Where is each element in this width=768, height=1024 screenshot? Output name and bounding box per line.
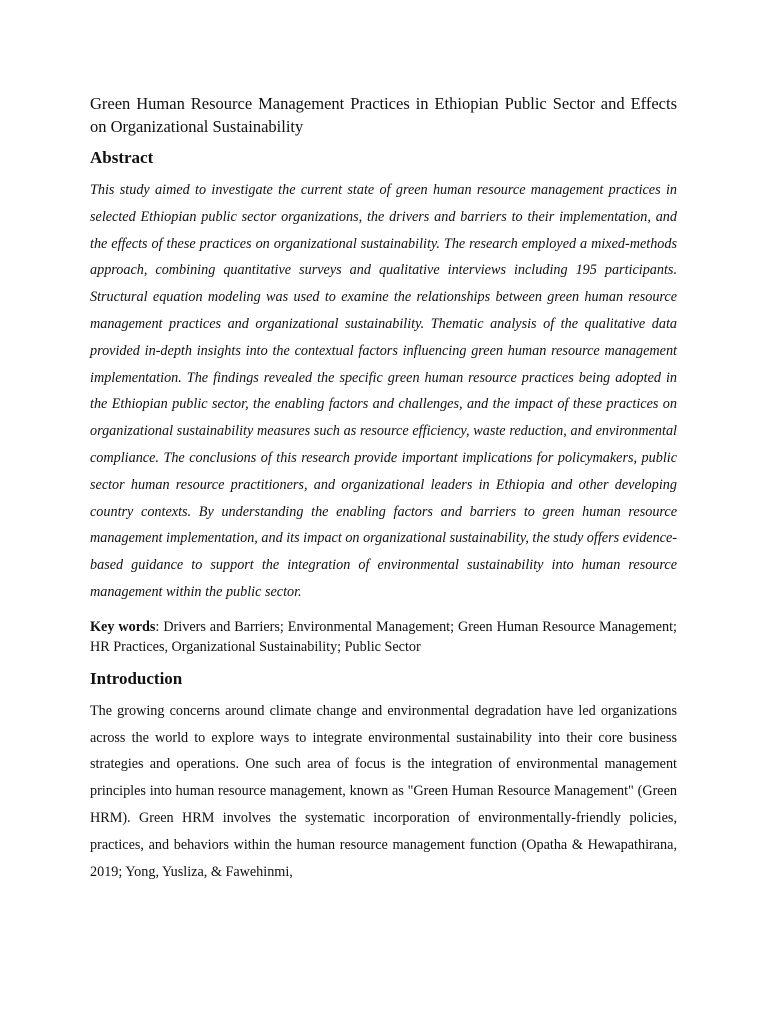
abstract-text: This study aimed to investigate the current state of green human resource management practices in selected Ethiopian public sector organizations, the drivers and barriers to their implementation, and the effects of these practices on organizational sustainability. The research employed a mixed-methods approach, combining quantitative surveys and qualitative interviews including 195 participants. Structural equation modeling was used to examine the relationships between green human resource management practices and organizational sustainability. Thematic analysis of the qualitative data provided in-depth insights into the contextual factors influencing green human resource management implementation. The findings revealed the specific green human resource practices being adopted in the Ethiopian public sector, the enabling factors and challenges, and the impact of these practices on organizational sustainability measures such as resource efficiency, waste reduction, and environmental compliance. The conclusions of this research provide important implications for policymakers, public sector human resource practitioners, and organizational leaders in Ethiopia and other developing country contexts. By understanding the enabling factors and barriers to green human resource management implementation, and its impact on organizational sustainability, the study offers evidence-based guidance to support the integration of environmental sustainability into human resource management within the public sector. xyxy=(90,182,677,600)
keywords-paragraph xyxy=(90,617,677,657)
keywords-text: Drivers and Barriers; Environmental Management; Green Human Resource Management; HR Practices, Organizational Sustainability; Public Sector xyxy=(90,618,678,655)
document-page xyxy=(90,92,677,885)
introduction-heading: Introduction xyxy=(90,668,183,688)
paper-title: Green Human Resource Management Practices in Ethiopian Public Sector and Effects on Organizational Sustainability xyxy=(90,94,677,136)
introduction-text: The growing concerns around climate change and environmental degradation have led organizations across the world to explore ways to integrate environmental sustainability into their core business strategies and operations. One such area of focus is the integration of environmental management principles into human resource management, known as "Green Human Resource Management" (Green HRM). Green HRM involves the systematic incorporation of environmentally-friendly policies, practices, and behaviors within the human resource management function (Opatha & Hewapathirana, 2019; Yong, Yusliza, & Fawehinmi, xyxy=(90,702,677,880)
keywords-label: Key words xyxy=(90,618,156,635)
keywords-separator: : xyxy=(155,618,164,635)
abstract-heading: Abstract xyxy=(90,148,154,167)
